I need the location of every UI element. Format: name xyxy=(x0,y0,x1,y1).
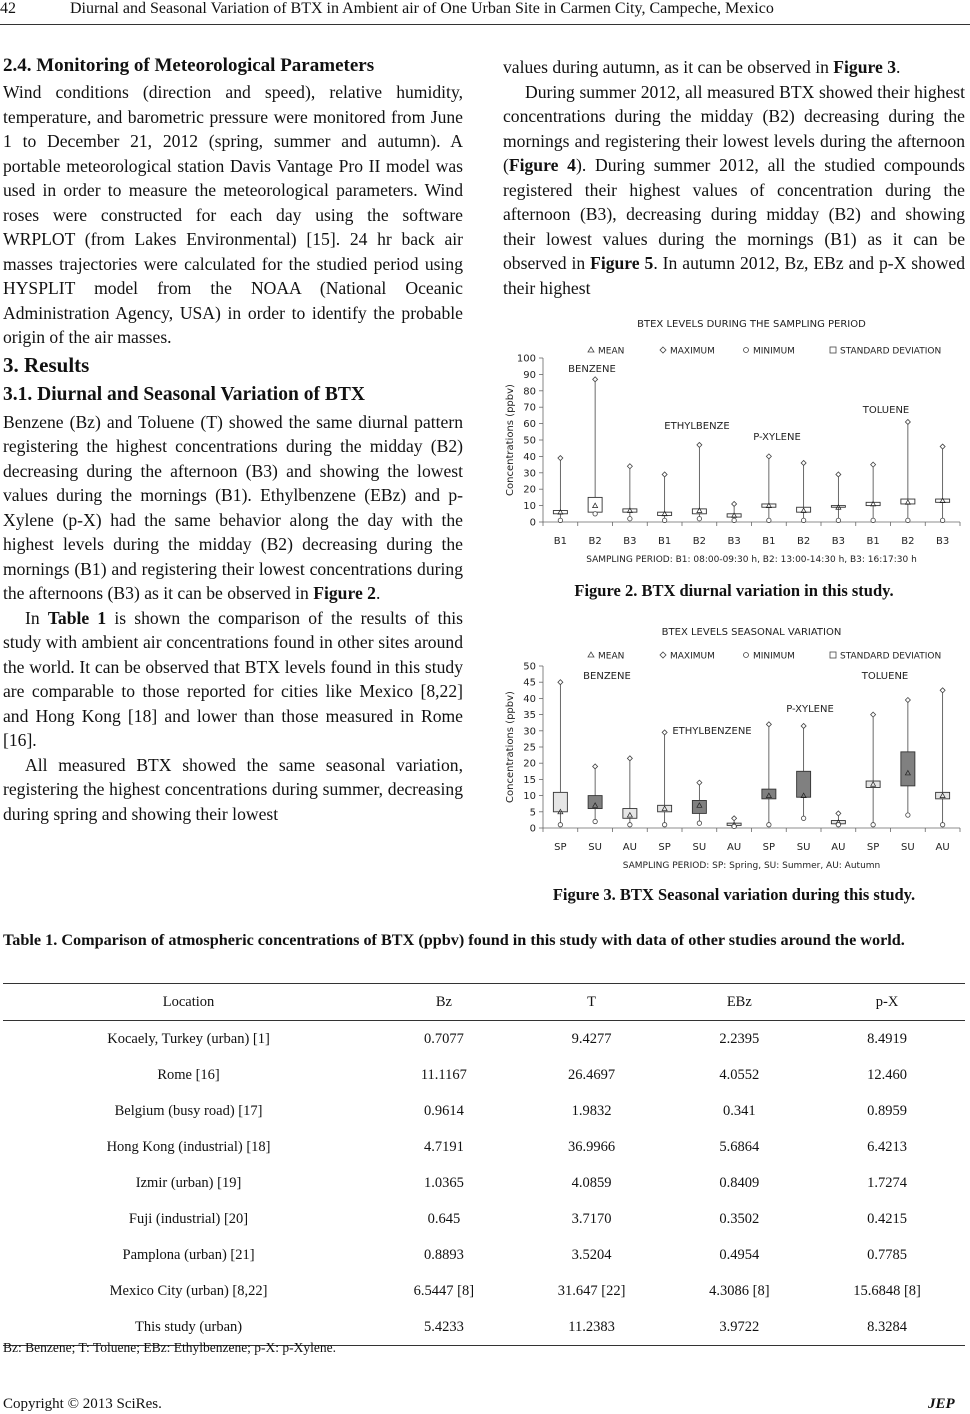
column-header-location: Location xyxy=(3,984,374,1021)
y-tick-label: 15 xyxy=(523,774,536,786)
box-minimum-marker xyxy=(906,518,910,522)
box-minimum-marker xyxy=(801,518,805,522)
x-tick-label: SU xyxy=(901,842,915,853)
x-tick-label: SU xyxy=(588,842,602,853)
copyright: Copyright © 2013 SciRes. xyxy=(3,1396,162,1412)
box-std-deviation xyxy=(588,497,602,512)
x-tick-label: B2 xyxy=(901,536,915,547)
y-tick-label: 50 xyxy=(523,661,536,673)
box-std-deviation xyxy=(692,509,706,514)
table-cell: 4.3086 [8] xyxy=(709,1282,770,1299)
table-cell: 3.7170 xyxy=(571,1210,612,1227)
x-tick-label: SP xyxy=(554,842,567,853)
box-minimum-marker xyxy=(767,823,771,827)
table-cell: 1.0365 xyxy=(423,1174,464,1191)
legend-maximum-marker xyxy=(660,347,666,353)
table-cell: 31.647 [22] xyxy=(557,1282,626,1299)
section-3-1-heading: 3.1. Diurnal and Seasonal Variation of BTX xyxy=(3,383,365,405)
figure-3-chart xyxy=(500,620,965,875)
y-tick-label: 70 xyxy=(523,402,536,414)
box-minimum-marker xyxy=(906,813,910,817)
box-maximum-marker xyxy=(801,723,806,728)
box-maximum-marker xyxy=(697,780,702,785)
figure-2-chart xyxy=(500,312,965,572)
x-tick-label: B2 xyxy=(588,536,602,547)
x-axis-label: SAMPLING PERIOD: B1: 08:00-09:30 h, B2: 13:00-14:30 h, B3: 16:17:30 h xyxy=(586,555,917,565)
x-tick-label: B1 xyxy=(762,536,776,547)
group-label: P-XYLENE xyxy=(753,432,801,443)
box-minimum-marker xyxy=(871,823,875,827)
box-minimum-marker xyxy=(732,518,736,522)
table-cell: 15.6848 [8] xyxy=(853,1282,921,1299)
table-cell: Kocaely, Turkey (urban) [1] xyxy=(107,1030,270,1047)
group-label: ETHYLBENZE xyxy=(664,421,730,432)
table-cell: 4.0552 xyxy=(719,1066,760,1083)
table-cell: 5.6864 xyxy=(719,1138,760,1155)
table-cell: Hong Kong (industrial) [18] xyxy=(106,1138,271,1155)
box-maximum-marker xyxy=(558,456,563,461)
section-3-1-paragraph-3: All measured BTX showed the same seasonal variation, registering the highest concentrations during summer, decreasing during spring and showing their lowest xyxy=(3,754,463,824)
figure-2-caption: Figure 2. BTX diurnal variation in this study. xyxy=(574,581,894,600)
table-row xyxy=(3,1021,965,1058)
paragraph-text: is shown the comparison of the results of this study with ambient air concentrations found in other sites around the world. It can be observed that BTX levels found in this study are comparable to those reported for cities like Mexico [8,22] and Hong Kong [18] and lower than those measured in Rome [16]. xyxy=(3,607,463,750)
box-minimum-marker xyxy=(558,823,562,827)
x-tick-label: SU xyxy=(692,842,707,853)
paragraph-text: ). During summer 2012, all the studied compounds registered their highest values of concentration during the afternoon (B3), decreasing during midday (B2) and showing their lowest values during the mornings (B1) as it can be observed in xyxy=(503,155,965,273)
box-std-deviation xyxy=(623,509,637,512)
table-cell: Mexico City (urban) [8,22] xyxy=(109,1282,268,1299)
section-2-4-heading: 2.4. Monitoring of Meteorological Parameters xyxy=(3,55,375,76)
section-2-4-paragraph: Wind conditions (direction and speed), relative humidity, temperature, and barometric pressure were monitored from June 1 to December 21, 2012 (spring, summer and autumn). A portable meteorological station Davis Vantage Pro II model was used in order to measure the meteorological parameters. Wind roses were constructed for each day using the software WRPLOT (from Lakes Environmental) [15]. 24 hr back air masses trajectories were calculated for the studied period using HYSPLIT model from the NOAA (National Oceanic Administration Agency, USA) in order to identify the probable origin of the air masses. xyxy=(3,82,463,347)
x-tick-label: B3 xyxy=(623,536,637,547)
table-row xyxy=(3,1093,965,1129)
box-maximum-marker xyxy=(871,712,876,717)
table-row xyxy=(3,1057,965,1093)
y-tick-label: 0 xyxy=(529,517,536,529)
table-cell: 0.4954 xyxy=(719,1246,760,1263)
y-tick-label: 90 xyxy=(523,369,536,381)
table-header-row xyxy=(3,984,965,1021)
box-minimum-marker xyxy=(593,819,597,823)
legend-std-marker xyxy=(830,347,836,353)
table-row xyxy=(3,1273,965,1309)
section-3-1-paragraph-1: Benzene (Bz) and Toluene (T) showed the same diurnal pattern registering the highest concentrations during the midday (B2) decreasing during the afternoon (B3) and showing the lowest values during the mornings (B1). Ethylbenzene (EBz) and p-Xylene (p-X) had the same behavior along the day with the highest levels during the midday (B2) decreasing during the mornings (B1) and registering their lowest concentrations during the afternoons (B3) as it can be observed in Figure 2. xyxy=(3,411,463,603)
chart-title: BTEX LEVELS SEASONAL VARIATION xyxy=(661,627,842,638)
legend-label: MINIMUM xyxy=(753,346,795,357)
legend-label: MEAN xyxy=(598,346,625,357)
table-cell: 6.4213 xyxy=(867,1138,907,1155)
group-label: BENZENE xyxy=(568,364,616,375)
paragraph-text: Benzene (Bz) and Toluene (T) showed the same diurnal pattern registering the highest concentrations during the midday (B2) decreasing during the afternoon (B3) and showing the lowest values during the mornings (B1). Ethylbenzene (EBz) and p-Xylene (p-X) had the same behavior along the day with the highest levels during the midday (B2) decreasing during the mornings (B1) and registering their lowest concentrations during the afternoons (B3) as it can be observed in xyxy=(3,411,463,603)
box-std-deviation xyxy=(936,499,950,502)
y-tick-label: 35 xyxy=(523,710,536,722)
box-minimum-marker xyxy=(697,821,701,825)
y-tick-label: 45 xyxy=(523,677,536,689)
column-header-p-x: p-X xyxy=(809,984,965,1021)
x-tick-label: AU xyxy=(935,842,950,853)
x-tick-label: SP xyxy=(762,842,776,853)
table-cell: Izmir (urban) [19] xyxy=(135,1174,242,1191)
box-minimum-marker xyxy=(697,517,701,521)
legend-mean-marker xyxy=(588,652,594,657)
table-1-note: Bz: Benzene; T: Toluene; EBz: Ethylbenzene; p-X: p-Xylene. xyxy=(3,1340,337,1355)
table-row xyxy=(3,1237,965,1273)
group-label: TOLUENE xyxy=(862,405,910,416)
paragraph-text: . In autumn 2012, Bz, EBz and p-X showed their highest xyxy=(503,253,965,298)
y-tick-label: 5 xyxy=(529,807,536,819)
column-header-t: T xyxy=(514,984,670,1021)
table-cell: 11.2383 xyxy=(514,1309,670,1346)
x-tick-label: AU xyxy=(727,842,742,853)
box-minimum-marker xyxy=(871,518,875,522)
column-header-bz: Bz xyxy=(374,984,514,1021)
box-std-deviation xyxy=(658,512,672,515)
table-cell: Fuji (industrial) [20] xyxy=(128,1210,249,1227)
table-cell: 0.7077 xyxy=(423,1030,464,1047)
header-divider xyxy=(0,24,970,25)
x-tick-label: B1 xyxy=(866,536,880,547)
table-cell: 8.3284 xyxy=(809,1309,965,1346)
legend-label: STANDARD DEVIATION xyxy=(840,651,942,662)
y-tick-label: 80 xyxy=(523,386,536,398)
y-tick-label: 20 xyxy=(523,758,536,770)
box-maximum-marker xyxy=(593,764,598,769)
table-cell: 36.9966 xyxy=(568,1138,616,1155)
box-minimum-marker xyxy=(940,518,944,522)
box-maximum-marker xyxy=(905,698,910,703)
left-column xyxy=(3,52,463,826)
table-cell: 1.7274 xyxy=(867,1174,907,1191)
x-tick-label: B2 xyxy=(797,536,811,547)
table-cell: 11.1167 xyxy=(420,1066,467,1083)
table-1 xyxy=(3,983,965,1346)
box-maximum-marker xyxy=(732,501,737,506)
y-tick-label: 10 xyxy=(523,791,536,803)
table-cell: 0.9614 xyxy=(423,1102,464,1119)
column-header-ebz: EBz xyxy=(670,984,810,1021)
x-tick-label: SP xyxy=(866,842,880,853)
legend-std-marker xyxy=(830,652,836,658)
figure-3-reference[interactable]: Figure 3 xyxy=(833,57,897,77)
table-cell: Belgium (busy road) [17] xyxy=(114,1102,263,1119)
x-tick-label: B1 xyxy=(658,536,672,547)
box-maximum-marker xyxy=(593,377,598,382)
table-cell: 0.645 xyxy=(427,1210,461,1227)
table-cell: 3.9722 xyxy=(670,1309,810,1346)
table-cell: 8.4919 xyxy=(867,1030,907,1047)
table-cell: 3.5204 xyxy=(571,1246,612,1263)
table-cell: Pamplona (urban) [21] xyxy=(122,1246,255,1263)
y-tick-label: 30 xyxy=(523,468,536,480)
box-maximum-marker xyxy=(627,756,632,761)
box-maximum-marker xyxy=(662,472,667,477)
box-maximum-marker xyxy=(871,462,876,467)
paragraph-text: During summer 2012, all measured BTX showed their highest concentrations during the midday (B2) decreasing during the mornings and registering their lowest levels during the afternoon ( xyxy=(503,81,965,175)
box-maximum-marker xyxy=(766,722,771,727)
y-tick-label: 10 xyxy=(523,501,536,513)
figure-5-reference[interactable]: Figure 5 xyxy=(590,253,654,273)
y-tick-label: 60 xyxy=(523,419,536,431)
box-std-deviation xyxy=(901,752,915,786)
box-maximum-marker xyxy=(801,460,806,465)
legend-mean-marker xyxy=(588,347,594,352)
box-minimum-marker xyxy=(767,518,771,522)
box-std-deviation xyxy=(866,502,880,505)
x-tick-label: B3 xyxy=(936,536,950,547)
box-std-deviation xyxy=(588,796,602,809)
x-tick-label: B1 xyxy=(553,536,567,547)
table-1-reference[interactable]: Table 1 xyxy=(47,607,107,628)
y-tick-label: 40 xyxy=(523,451,536,463)
table-cell: 9.4277 xyxy=(571,1030,612,1047)
group-label: TOLUENE xyxy=(861,671,909,682)
box-maximum-marker xyxy=(836,472,841,477)
box-std-deviation xyxy=(762,504,776,507)
box-minimum-marker xyxy=(558,518,562,522)
table-cell: 2.2395 xyxy=(719,1030,760,1047)
table-1-title: Table 1. Comparison of atmospheric concentrations of BTX (ppbv) found in this study with data of other studies around the world. xyxy=(3,931,905,949)
figure-2-reference[interactable]: Figure 2 xyxy=(313,583,376,603)
box-maximum-marker xyxy=(940,444,945,449)
table-cell: 0.8409 xyxy=(719,1174,760,1191)
table-cell: 4.0859 xyxy=(571,1174,612,1191)
x-tick-label: B3 xyxy=(727,536,741,547)
page-number: 42 xyxy=(0,0,16,17)
legend-label: MINIMUM xyxy=(753,651,795,662)
section-3-1-paragraph-2 xyxy=(3,606,463,753)
y-tick-label: 25 xyxy=(523,742,536,754)
running-title: Diurnal and Seasonal Variation of BTX in Ambient air of One Urban Site in Carmen City, Campeche, Mexico xyxy=(70,0,774,17)
paragraph-text: values during autumn, as it can be observed in xyxy=(503,57,834,77)
group-label: BENZENE xyxy=(583,671,631,682)
x-tick-label: B2 xyxy=(692,536,706,547)
table-cell: This study (urban) xyxy=(3,1309,374,1346)
box-maximum-marker xyxy=(836,811,841,816)
group-label: ETHYLBENZENE xyxy=(672,726,752,737)
table-cell: 12.460 xyxy=(867,1066,907,1083)
box-minimum-marker xyxy=(662,823,666,827)
box-std-deviation xyxy=(553,511,567,514)
box-minimum-marker xyxy=(940,823,944,827)
chart-title: BTEX LEVELS DURING THE SAMPLING PERIOD xyxy=(637,319,866,330)
box-minimum-marker xyxy=(836,518,840,522)
x-tick-label: B3 xyxy=(831,536,845,547)
box-minimum-marker xyxy=(801,816,805,820)
figure-3-caption: Figure 3. BTX Seasonal variation during this study. xyxy=(552,885,916,904)
paragraph-text: In xyxy=(25,607,48,628)
box-maximum-marker xyxy=(732,816,737,821)
table-cell: 0.7785 xyxy=(867,1246,907,1263)
box-maximum-marker xyxy=(627,464,632,469)
table-cell: Rome [16] xyxy=(157,1066,220,1083)
x-tick-label: SU xyxy=(796,842,811,853)
x-axis-label: SAMPLING PERIOD: SP: Spring, SU: Summer, AU: Autumn xyxy=(622,861,881,871)
table-row xyxy=(3,1201,965,1237)
y-tick-label: 40 xyxy=(523,693,536,705)
box-std-deviation xyxy=(831,506,845,508)
right-paragraph-1: values during autumn, as it can be observed in Figure 3. xyxy=(503,57,901,77)
box-maximum-marker xyxy=(940,688,945,693)
box-std-deviation xyxy=(727,514,741,517)
box-minimum-marker xyxy=(662,518,666,522)
legend-label: MAXIMUM xyxy=(670,651,715,662)
y-tick-label: 50 xyxy=(523,435,536,447)
box-maximum-marker xyxy=(766,454,771,459)
right-column xyxy=(503,55,965,300)
group-label: P-XYLENE xyxy=(786,704,834,715)
x-tick-label: SP xyxy=(658,842,671,853)
section-3-heading: 3. Results xyxy=(3,352,90,377)
table-cell: 4.7191 xyxy=(423,1138,464,1155)
y-axis-label: Concentrations (ppbv) xyxy=(505,691,516,803)
box-maximum-marker xyxy=(697,442,702,447)
table-row xyxy=(3,1129,965,1165)
right-paragraph-2 xyxy=(503,80,965,301)
box-minimum-marker xyxy=(593,512,597,516)
table-cell: 0.8893 xyxy=(423,1246,464,1263)
box-maximum-marker xyxy=(905,419,910,424)
table-cell: 5.4233 xyxy=(374,1309,514,1346)
x-tick-label: AU xyxy=(622,842,637,853)
box-minimum-marker xyxy=(836,823,840,827)
table-cell: 0.4215 xyxy=(867,1210,907,1227)
table-body xyxy=(3,1021,965,1346)
figure-4-reference[interactable]: Figure 4 xyxy=(508,155,576,175)
table-cell: 26.4697 xyxy=(568,1066,616,1083)
table-cell: 0.8959 xyxy=(867,1102,907,1119)
box-maximum-marker xyxy=(558,680,563,685)
y-tick-label: 20 xyxy=(523,484,536,496)
x-tick-label: AU xyxy=(831,842,846,853)
legend-maximum-marker xyxy=(660,652,666,658)
legend-minimum-marker xyxy=(744,348,749,353)
box-maximum-marker xyxy=(662,730,667,735)
y-tick-label: 30 xyxy=(523,726,536,738)
y-tick-label: 100 xyxy=(516,353,536,365)
table-row xyxy=(3,1165,965,1201)
legend-label: MAXIMUM xyxy=(670,346,715,357)
table-cell: 6.5447 [8] xyxy=(413,1282,475,1299)
journal-abbreviation: JEP xyxy=(928,1396,955,1412)
y-tick-label: 0 xyxy=(529,823,536,835)
legend-minimum-marker xyxy=(744,653,749,658)
box-minimum-marker xyxy=(732,824,736,828)
table-cell: 0.341 xyxy=(723,1102,756,1119)
legend-label: MEAN xyxy=(598,651,625,662)
legend-label: STANDARD DEVIATION xyxy=(840,346,942,357)
box-minimum-marker xyxy=(628,823,632,827)
table-cell: 1.9832 xyxy=(571,1102,612,1119)
box-minimum-marker xyxy=(628,517,632,521)
table-cell: 0.3502 xyxy=(719,1210,760,1227)
y-axis-label: Concentrations (ppbv) xyxy=(505,384,516,496)
